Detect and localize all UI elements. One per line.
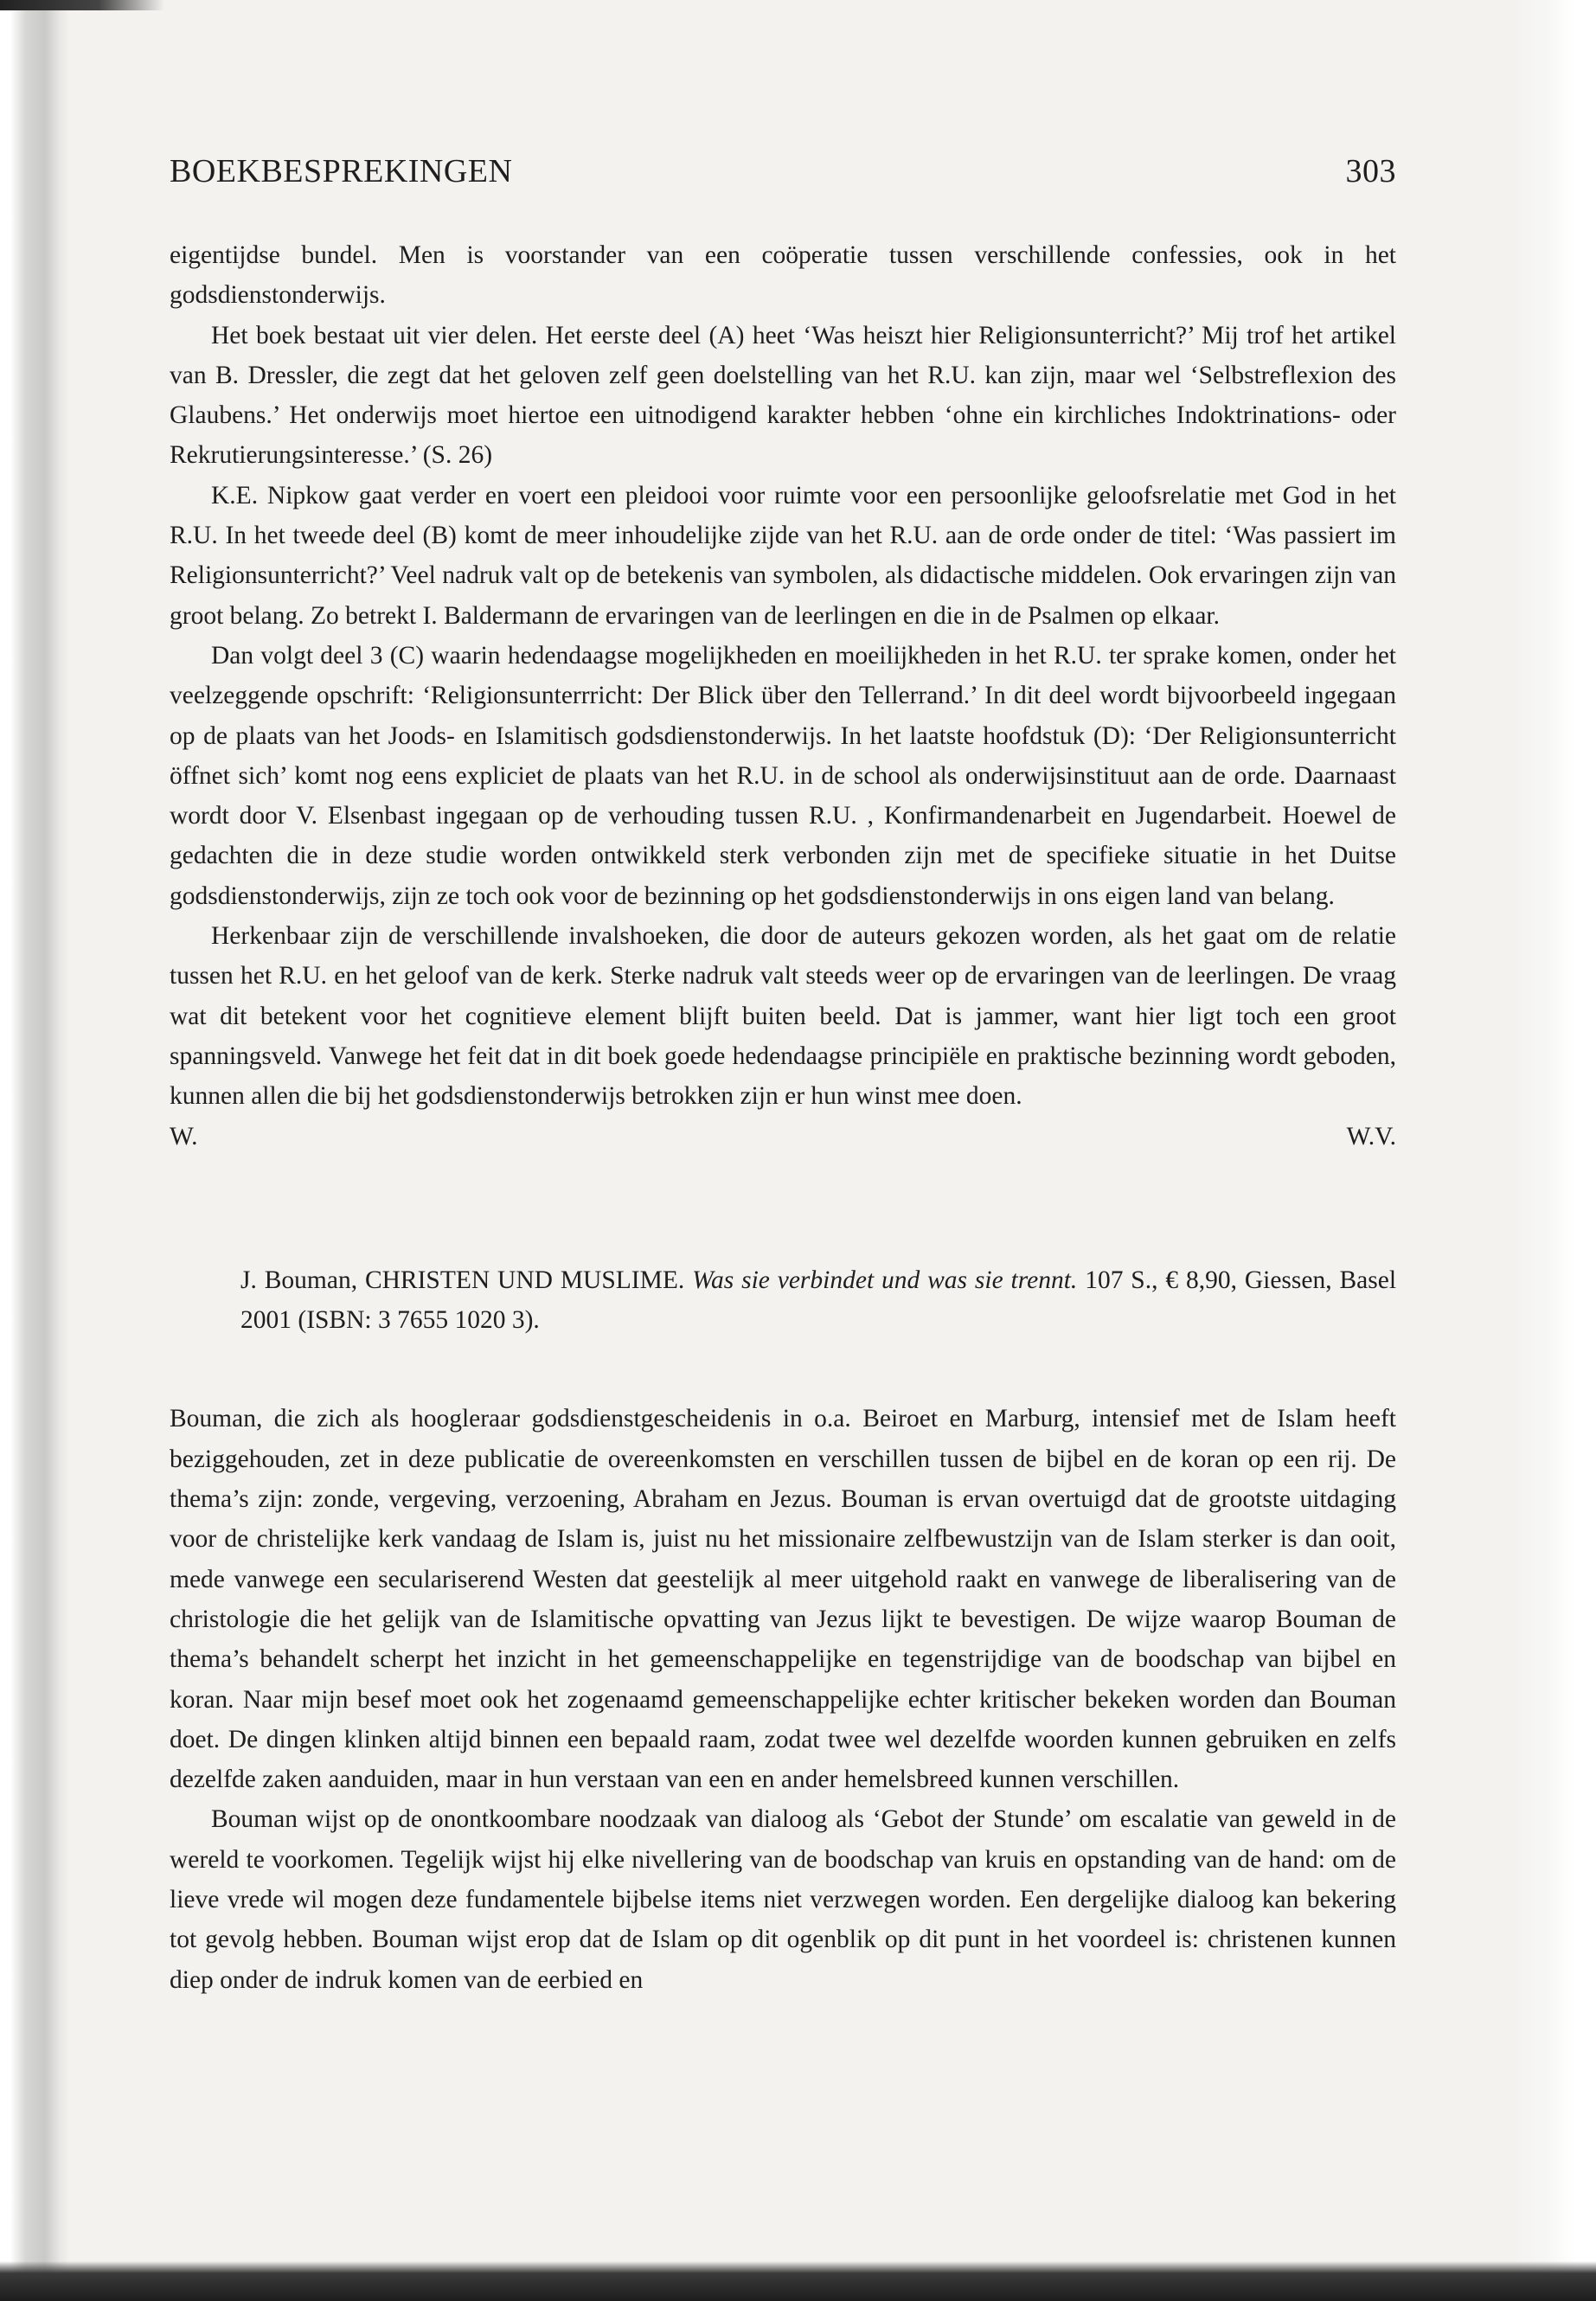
signature-row bbox=[170, 1117, 1396, 1157]
book-subtitle: Was sie verbindet und was sie trennt. bbox=[692, 1266, 1078, 1294]
paragraph: Het boek bestaat uit vier delen. Het eerste deel (A) heet ‘Was heiszt hier Religionsunterricht?’ Mij trof het artikel van B. Dressler, die zegt dat het geloven zelf geen doelstelling van het R.U. kan zijn, maar wel ‘Selbstreflexion des Glaubens.’ Het onderwijs moet hiertoe een uitnodigend karakter hebben ‘ohne ein kirchliches Indoktrinations- oder Rekrutierungsinteresse.’ (S. 26) bbox=[170, 321, 1396, 470]
paragraph: Dan volgt deel 3 (C) waarin hedendaagse mogelijkheden en moeilijkheden in het R.U. ter sprake komen, onder het veelzeggende opschrift: ‘Religionsunterrricht: Der Blick über den Tellerrand.’ In dit deel wordt bijvoorbeeld ingegaan op de plaats van het Joods- en Islamitisch godsdienstonderwijs. In het laatste hoofdstuk (D): ‘Der Religionsunterricht öffnet sich’ komt nog eens expliciet de plaats van het R.U. in de school als onderwijsinstituut aan de orde. Daarnaast wordt door V. Elsenbast ingegaan op de verhouding tussen R.U. , Konfirmandenarbeit en Jugendarbeit. Hoewel de gedachten die in deze studie worden ontwikkeld sterk verbonden zijn met de specifieke situatie in het Duitse godsdienstonderwijs, zijn ze toch ook voor de bezinning op het godsdienstonderwijs in ons eigen land van belang. bbox=[170, 641, 1396, 910]
book-author-title: J. Bouman, CHRISTEN UND MUSLIME. bbox=[240, 1266, 685, 1294]
paragraph: Bouman, die zich als hoogleraar godsdienstgescheidenis in o.a. Beiroet en Marburg, intensief met de Islam heeft beziggehouden, zet in deze publicatie de overeenkomsten en verschillen tussen de bijbel en de koran op een rij. De thema’s zijn: zonde, vergeving, verzoening, Abraham en Jezus. Bouman is ervan overtuigd dat de grootste uitdaging voor de christelijke kerk vandaag de Islam is, juist nu het missionaire zelfbewustzijn van de Islam sterker is dan ooit, mede vanwege een seculariserend Westen dat geestelijk al meer uitgehold raakt en vanwege de liberalisering van de christologie die het gelijk van de Islamitische opvatting van Jezus lijkt te bevestigen. De wijze waarop Bouman de thema’s behandelt scherpt het inzicht in het gemeenschappelijke en tegenstrijdige van de boodschap van bijbel en koran. Naar mijn besef moet ook het zogenaamd gemeenschappelijke echter kritischer bekeken worden dan Bouman doet. De dingen klinken altijd binnen een bepaald raam, zodat twee wel dezelfde woorden kunnen gebruiken en zelfs dezelfde zaken aanduiden, maar in hun verstaan van een en ander hemelsbreed kunnen verschillen. bbox=[170, 1405, 1396, 1794]
page-number: 303 bbox=[1345, 153, 1396, 189]
paragraph: Bouman wijst op de onontkoombare noodzaak van dialoog als ‘Gebot der Stunde’ om escalatie van geweld in de wereld te voorkomen. Tegelijk wijst hij elke nivellering van de boodschap van kruis en opstanding van de hand: om de lieve vrede wil mogen deze fundamentele bijbelse items niet verzwegen worden. Een dergelijke dialoog kan bekering tot gevolg hebben. Bouman wijst erop dat de Islam op dit ogenblik op dit punt in het voordeel is: christenen kunnen diep onder de indruk komen van de eerbied en bbox=[170, 1805, 1396, 1994]
signature-left: W. bbox=[170, 1122, 198, 1150]
page-content bbox=[170, 152, 1396, 2000]
paragraph: K.E. Nipkow gaat verder en voert een pleidooi voor ruimte voor een persoonlijke geloofsrelatie met God in het R.U. In het tweede deel (B) komt de meer inhoudelijke zijde van het R.U. aan de orde onder de titel: ‘Was passiert im Religionsunterricht?’ Veel nadruk valt op de betekenis van symbolen, als didactische middelen. Ook ervaringen zijn van groot belang. Zo betrekt I. Baldermann de ervaringen van de leerlingen en die in de Psalmen op elkaar. bbox=[170, 481, 1396, 630]
scan-bottom-edge bbox=[0, 2261, 1596, 2301]
section-title: BOEKBESPREKINGEN bbox=[170, 153, 513, 189]
page-edge-margin bbox=[1514, 0, 1596, 2301]
scan-edge-mark bbox=[0, 0, 164, 10]
running-head bbox=[170, 152, 1396, 190]
review-2-body bbox=[170, 1399, 1396, 1999]
binding-shadow bbox=[0, 0, 69, 2301]
book-details: 107 S., € 8,90, Giessen, Basel 2001 (ISBN: 3 7655 1020 3). bbox=[240, 1266, 1397, 1335]
paragraph: eigentijdse bundel. Men is voorstander van een coöperatie tussen verschillende confessies, ook in het godsdienstonderwijs. bbox=[170, 241, 1396, 310]
paragraph: Herkenbaar zijn de verschillende invalshoeken, die door de auteurs gekozen worden, als het gaat om de relatie tussen het R.U. en het geloof van de kerk. Sterke nadruk valt steeds weer op de ervaringen van de leerlingen. De vraag wat dit betekent voor het cognitieve element blijft buiten beeld. Dat is jammer, want hier ligt toch een groot spanningsveld. Vanwege het feit dat in dit boek goede hedendaagse principiële en praktische bezinning wordt geboden, kunnen allen die bij het godsdienstonderwijs betrokken zijn er hun winst mee doen. bbox=[170, 922, 1396, 1111]
review-2-heading bbox=[240, 1260, 1396, 1341]
signature-right: W.V. bbox=[1346, 1122, 1396, 1150]
review-1-body bbox=[170, 235, 1396, 1117]
